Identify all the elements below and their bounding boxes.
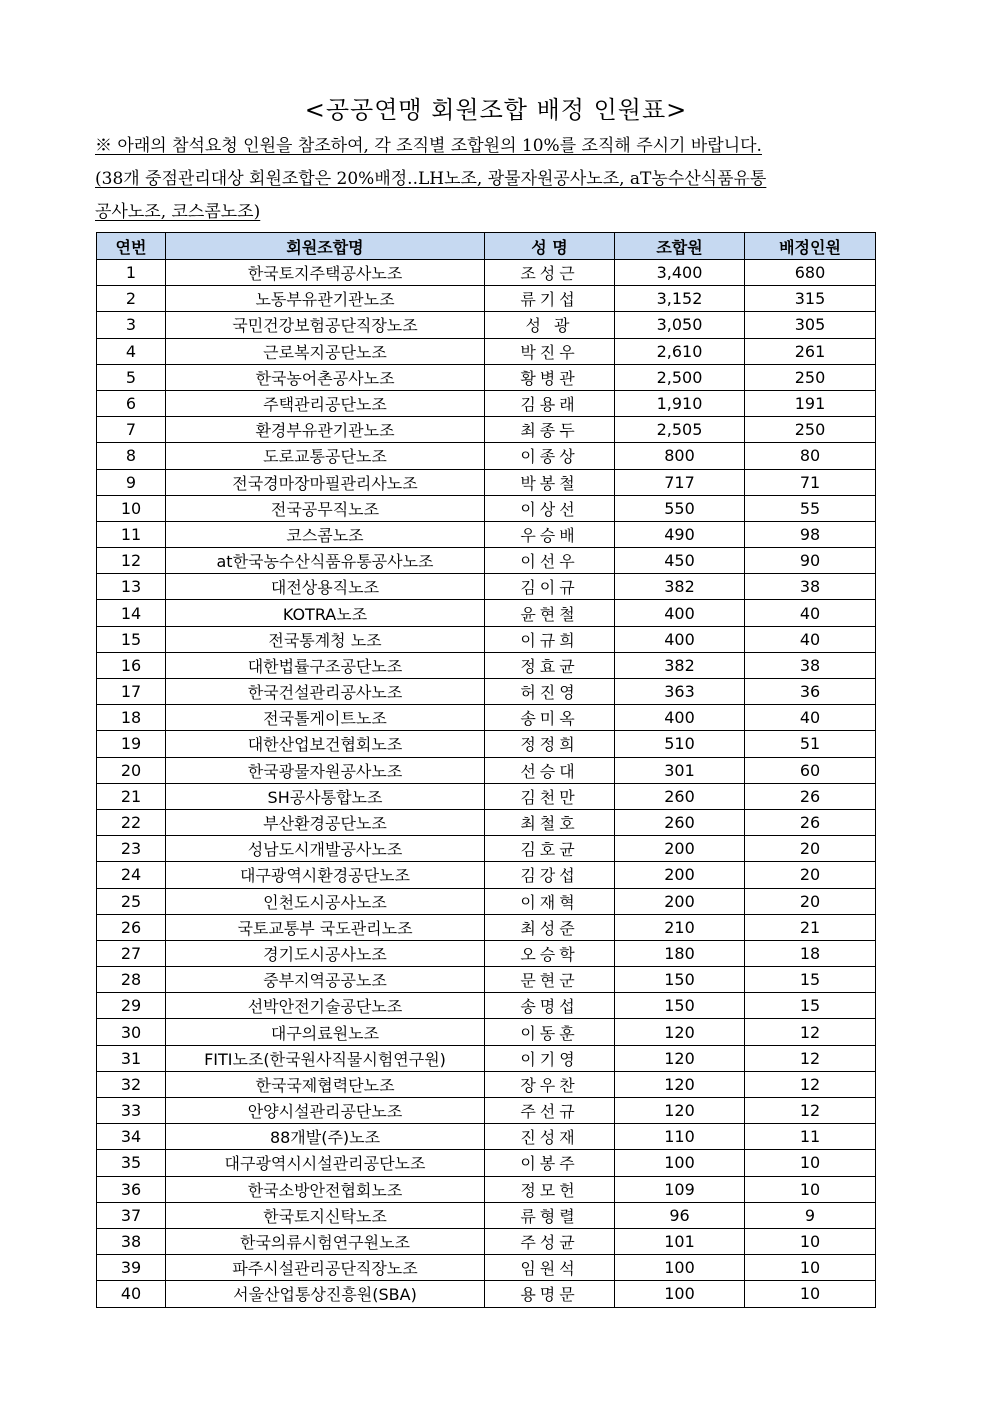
header-members: 조합원 xyxy=(615,233,745,260)
row-number: 6 xyxy=(97,390,166,416)
member-count: 120 xyxy=(615,1098,745,1124)
table-header-row xyxy=(97,233,876,260)
member-count: 400 xyxy=(615,626,745,652)
member-count: 100 xyxy=(615,1281,745,1307)
allocation-count: 12 xyxy=(745,1045,876,1071)
allocation-count: 60 xyxy=(745,757,876,783)
allocation-count: 9 xyxy=(745,1202,876,1228)
row-number: 40 xyxy=(97,1281,166,1307)
allocation-count: 21 xyxy=(745,914,876,940)
member-count: 400 xyxy=(615,600,745,626)
union-name: 전국공무직노조 xyxy=(166,495,485,521)
member-count: 150 xyxy=(615,967,745,993)
table-row xyxy=(97,495,876,521)
row-number: 27 xyxy=(97,940,166,966)
person-name: 송미옥 xyxy=(485,705,615,731)
table-row xyxy=(97,626,876,652)
table-row xyxy=(97,548,876,574)
member-count: 2,500 xyxy=(615,364,745,390)
table-row xyxy=(97,1228,876,1254)
table-row xyxy=(97,1202,876,1228)
allocation-count: 10 xyxy=(745,1255,876,1281)
person-name: 박진우 xyxy=(485,338,615,364)
table-row xyxy=(97,940,876,966)
union-name: 전국통계청 노조 xyxy=(166,626,485,652)
table-row xyxy=(97,574,876,600)
union-name: 한국의류시험연구원노조 xyxy=(166,1228,485,1254)
allocation-count: 15 xyxy=(745,967,876,993)
person-name: 임원석 xyxy=(485,1255,615,1281)
member-count: 96 xyxy=(615,1202,745,1228)
member-count: 2,505 xyxy=(615,417,745,443)
person-name: 송명섭 xyxy=(485,993,615,1019)
row-number: 32 xyxy=(97,1071,166,1097)
member-count: 200 xyxy=(615,836,745,862)
table-row xyxy=(97,731,876,757)
union-name: 국민건강보험공단직장노조 xyxy=(166,312,485,338)
allocation-count: 250 xyxy=(745,364,876,390)
member-count: 120 xyxy=(615,1045,745,1071)
member-count: 120 xyxy=(615,1019,745,1045)
row-number: 7 xyxy=(97,417,166,443)
person-name: 황병관 xyxy=(485,364,615,390)
allocation-count: 36 xyxy=(745,679,876,705)
row-number: 23 xyxy=(97,836,166,862)
person-name: 주선규 xyxy=(485,1098,615,1124)
person-name: 허진영 xyxy=(485,679,615,705)
member-count: 260 xyxy=(615,809,745,835)
union-name: 국토교통부 국도관리노조 xyxy=(166,914,485,940)
member-count: 109 xyxy=(615,1176,745,1202)
row-number: 15 xyxy=(97,626,166,652)
member-count: 510 xyxy=(615,731,745,757)
table-row xyxy=(97,312,876,338)
union-name: 전국톨게이트노조 xyxy=(166,705,485,731)
table-row xyxy=(97,1176,876,1202)
row-number: 10 xyxy=(97,495,166,521)
person-name: 최철호 xyxy=(485,809,615,835)
union-name: 한국농어촌공사노조 xyxy=(166,364,485,390)
row-number: 29 xyxy=(97,993,166,1019)
allocation-count: 26 xyxy=(745,809,876,835)
member-count: 100 xyxy=(615,1150,745,1176)
allocation-count: 40 xyxy=(745,626,876,652)
union-name: 전국경마장마필관리사노조 xyxy=(166,469,485,495)
member-count: 3,400 xyxy=(615,260,745,286)
member-count: 110 xyxy=(615,1124,745,1150)
person-name: 최성준 xyxy=(485,914,615,940)
table-row xyxy=(97,364,876,390)
row-number: 21 xyxy=(97,783,166,809)
table-row xyxy=(97,705,876,731)
allocation-count: 250 xyxy=(745,417,876,443)
allocation-count: 71 xyxy=(745,469,876,495)
row-number: 13 xyxy=(97,574,166,600)
allocation-count: 90 xyxy=(745,548,876,574)
row-number: 28 xyxy=(97,967,166,993)
union-name: 한국국제협력단노조 xyxy=(166,1071,485,1097)
allocation-count: 305 xyxy=(745,312,876,338)
allocation-count: 80 xyxy=(745,443,876,469)
person-name: 이선우 xyxy=(485,548,615,574)
allocation-count: 40 xyxy=(745,600,876,626)
table-row xyxy=(97,1098,876,1124)
row-number: 5 xyxy=(97,364,166,390)
union-name: at한국농수산식품유통공사노조 xyxy=(166,548,485,574)
person-name: 류기섭 xyxy=(485,286,615,312)
allocation-table xyxy=(96,232,876,1308)
member-count: 3,050 xyxy=(615,312,745,338)
allocation-count: 10 xyxy=(745,1176,876,1202)
table-row xyxy=(97,1124,876,1150)
union-name: 코스콤노조 xyxy=(166,521,485,547)
union-name: 대한산업보건협회노조 xyxy=(166,731,485,757)
union-name: 한국광물자원공사노조 xyxy=(166,757,485,783)
person-name: 선승대 xyxy=(485,757,615,783)
allocation-count: 315 xyxy=(745,286,876,312)
person-name: 이동훈 xyxy=(485,1019,615,1045)
allocation-count: 98 xyxy=(745,521,876,547)
table-row xyxy=(97,417,876,443)
member-count: 150 xyxy=(615,993,745,1019)
header-allocation: 배정인원 xyxy=(745,233,876,260)
row-number: 37 xyxy=(97,1202,166,1228)
person-name: 김천만 xyxy=(485,783,615,809)
row-number: 31 xyxy=(97,1045,166,1071)
person-name: 정효균 xyxy=(485,652,615,678)
table-row xyxy=(97,783,876,809)
member-count: 210 xyxy=(615,914,745,940)
allocation-count: 18 xyxy=(745,940,876,966)
row-number: 8 xyxy=(97,443,166,469)
union-name: 한국토지신탁노조 xyxy=(166,1202,485,1228)
person-name: 문현군 xyxy=(485,967,615,993)
union-name: 도로교통공단노조 xyxy=(166,443,485,469)
union-name: 환경부유관기관노조 xyxy=(166,417,485,443)
row-number: 26 xyxy=(97,914,166,940)
table-row xyxy=(97,338,876,364)
union-name: SH공사통합노조 xyxy=(166,783,485,809)
row-number: 3 xyxy=(97,312,166,338)
person-name: 조성근 xyxy=(485,260,615,286)
page-title: <공공연맹 회원조합 배정 인원표> xyxy=(304,96,688,124)
union-name: 선박안전기술공단노조 xyxy=(166,993,485,1019)
table-row xyxy=(97,260,876,286)
row-number: 16 xyxy=(97,652,166,678)
person-name: 이규희 xyxy=(485,626,615,652)
member-count: 400 xyxy=(615,705,745,731)
allocation-count: 10 xyxy=(745,1228,876,1254)
allocation-count: 20 xyxy=(745,862,876,888)
row-number: 38 xyxy=(97,1228,166,1254)
member-count: 800 xyxy=(615,443,745,469)
table-row xyxy=(97,1255,876,1281)
allocation-count: 20 xyxy=(745,836,876,862)
union-name: 한국토지주택공사노조 xyxy=(166,260,485,286)
table-row xyxy=(97,862,876,888)
allocation-count: 12 xyxy=(745,1071,876,1097)
member-count: 1,910 xyxy=(615,390,745,416)
table-row xyxy=(97,1281,876,1307)
union-name: 대구광역시환경공단노조 xyxy=(166,862,485,888)
row-number: 12 xyxy=(97,548,166,574)
person-name: 정정희 xyxy=(485,731,615,757)
table-row xyxy=(97,286,876,312)
member-count: 101 xyxy=(615,1228,745,1254)
allocation-count: 40 xyxy=(745,705,876,731)
table-row xyxy=(97,809,876,835)
table-row xyxy=(97,836,876,862)
person-name: 박봉철 xyxy=(485,469,615,495)
allocation-count: 261 xyxy=(745,338,876,364)
allocation-count: 26 xyxy=(745,783,876,809)
person-name: 용명문 xyxy=(485,1281,615,1307)
person-name: 오승학 xyxy=(485,940,615,966)
union-name: 안양시설관리공단노조 xyxy=(166,1098,485,1124)
member-count: 180 xyxy=(615,940,745,966)
row-number: 25 xyxy=(97,888,166,914)
member-count: 3,152 xyxy=(615,286,745,312)
union-name: 부산환경공단노조 xyxy=(166,809,485,835)
person-name: 주성균 xyxy=(485,1228,615,1254)
member-count: 200 xyxy=(615,888,745,914)
table-row xyxy=(97,757,876,783)
row-number: 14 xyxy=(97,600,166,626)
union-name: 파주시설관리공단직장노조 xyxy=(166,1255,485,1281)
member-count: 301 xyxy=(615,757,745,783)
header-person-name: 성 명 xyxy=(485,233,615,260)
person-name: 최종두 xyxy=(485,417,615,443)
table-row xyxy=(97,390,876,416)
allocation-count: 15 xyxy=(745,993,876,1019)
union-name: 대한법률구조공단노조 xyxy=(166,652,485,678)
table-row xyxy=(97,914,876,940)
person-name: 장우찬 xyxy=(485,1071,615,1097)
union-name: 대구의료원노조 xyxy=(166,1019,485,1045)
row-number: 39 xyxy=(97,1255,166,1281)
row-number: 22 xyxy=(97,809,166,835)
person-name: 김강섭 xyxy=(485,862,615,888)
member-count: 260 xyxy=(615,783,745,809)
row-number: 24 xyxy=(97,862,166,888)
person-name: 성 광 xyxy=(485,312,615,338)
row-number: 36 xyxy=(97,1176,166,1202)
row-number: 34 xyxy=(97,1124,166,1150)
allocation-count: 680 xyxy=(745,260,876,286)
row-number: 35 xyxy=(97,1150,166,1176)
table-row xyxy=(97,1045,876,1071)
union-name: 한국소방안전협회노조 xyxy=(166,1176,485,1202)
allocation-count: 12 xyxy=(745,1019,876,1045)
row-number: 1 xyxy=(97,260,166,286)
row-number: 2 xyxy=(97,286,166,312)
union-name: 인천도시공사노조 xyxy=(166,888,485,914)
union-name: 대전상용직노조 xyxy=(166,574,485,600)
row-number: 17 xyxy=(97,679,166,705)
allocation-count: 38 xyxy=(745,574,876,600)
member-count: 363 xyxy=(615,679,745,705)
member-count: 382 xyxy=(615,574,745,600)
person-name: 이재혁 xyxy=(485,888,615,914)
allocation-count: 20 xyxy=(745,888,876,914)
table-row xyxy=(97,1019,876,1045)
allocation-count: 10 xyxy=(745,1150,876,1176)
note-line-3: 공사노조, 코스콤노조) xyxy=(95,202,261,222)
table-row xyxy=(97,679,876,705)
row-number: 4 xyxy=(97,338,166,364)
person-name: 정모헌 xyxy=(485,1176,615,1202)
union-name: 한국건설관리공사노조 xyxy=(166,679,485,705)
row-number: 33 xyxy=(97,1098,166,1124)
header-union-name: 회원조합명 xyxy=(166,233,485,260)
member-count: 382 xyxy=(615,652,745,678)
member-count: 450 xyxy=(615,548,745,574)
union-name: 88개발(주)노조 xyxy=(166,1124,485,1150)
row-number: 20 xyxy=(97,757,166,783)
allocation-count: 10 xyxy=(745,1281,876,1307)
row-number: 30 xyxy=(97,1019,166,1045)
member-count: 717 xyxy=(615,469,745,495)
table-row xyxy=(97,600,876,626)
person-name: 윤현철 xyxy=(485,600,615,626)
person-name: 이상선 xyxy=(485,495,615,521)
allocation-count: 55 xyxy=(745,495,876,521)
allocation-count: 38 xyxy=(745,652,876,678)
union-name: 주택관리공단노조 xyxy=(166,390,485,416)
note-line-2: (38개 중점관리대상 회원조합은 20%배정..LH노조, 광물자원공사노조, aT농수산식품유통 xyxy=(95,169,767,189)
table-row xyxy=(97,888,876,914)
row-number: 19 xyxy=(97,731,166,757)
member-count: 100 xyxy=(615,1255,745,1281)
table-row xyxy=(97,1150,876,1176)
person-name: 진성재 xyxy=(485,1124,615,1150)
row-number: 11 xyxy=(97,521,166,547)
union-name: KOTRA노조 xyxy=(166,600,485,626)
member-count: 120 xyxy=(615,1071,745,1097)
table-row xyxy=(97,1071,876,1097)
allocation-count: 51 xyxy=(745,731,876,757)
person-name: 이봉주 xyxy=(485,1150,615,1176)
union-name: 성남도시개발공사노조 xyxy=(166,836,485,862)
row-number: 18 xyxy=(97,705,166,731)
row-number: 9 xyxy=(97,469,166,495)
union-name: 근로복지공단노조 xyxy=(166,338,485,364)
person-name: 김이규 xyxy=(485,574,615,600)
allocation-count: 12 xyxy=(745,1098,876,1124)
member-count: 2,610 xyxy=(615,338,745,364)
union-name: FITI노조(한국원사직물시험연구원) xyxy=(166,1045,485,1071)
union-name: 서울산업통상진흥원(SBA) xyxy=(166,1281,485,1307)
union-name: 노동부유관기관노조 xyxy=(166,286,485,312)
table-row xyxy=(97,469,876,495)
allocation-count: 191 xyxy=(745,390,876,416)
person-name: 이종상 xyxy=(485,443,615,469)
table-row xyxy=(97,967,876,993)
note-line-1: ※ 아래의 참석요청 인원을 참조하여, 각 조직별 조합원의 10%를 조직해 주시기 바랍니다. xyxy=(95,136,762,156)
union-name: 경기도시공사노조 xyxy=(166,940,485,966)
member-count: 200 xyxy=(615,862,745,888)
table-row xyxy=(97,652,876,678)
person-name: 김호균 xyxy=(485,836,615,862)
member-count: 550 xyxy=(615,495,745,521)
member-count: 490 xyxy=(615,521,745,547)
person-name: 김용래 xyxy=(485,390,615,416)
table-row xyxy=(97,443,876,469)
header-number: 연번 xyxy=(97,233,166,260)
person-name: 이기영 xyxy=(485,1045,615,1071)
union-name: 대구광역시시설관리공단노조 xyxy=(166,1150,485,1176)
person-name: 우승배 xyxy=(485,521,615,547)
person-name: 류형렬 xyxy=(485,1202,615,1228)
table-row xyxy=(97,521,876,547)
allocation-count: 11 xyxy=(745,1124,876,1150)
union-name: 중부지역공공노조 xyxy=(166,967,485,993)
table-row xyxy=(97,993,876,1019)
table-body xyxy=(97,260,876,1308)
